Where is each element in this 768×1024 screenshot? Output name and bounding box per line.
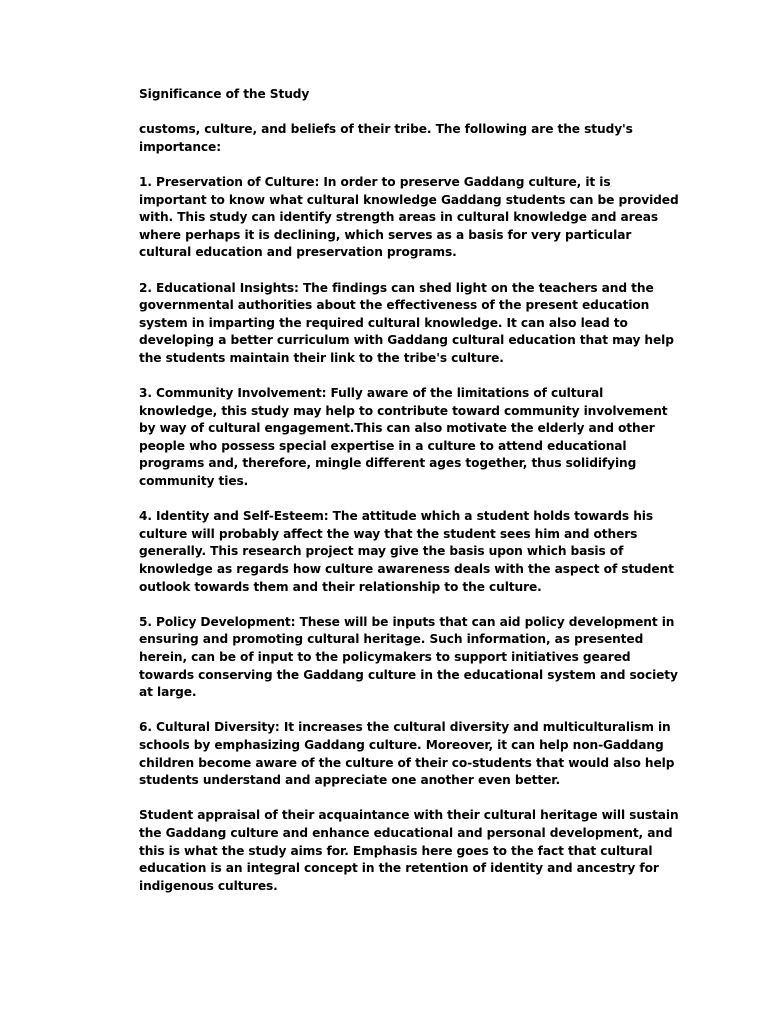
item-policy-development: 5. Policy Development: These will be inputs that can aid policy development in ensuring and promoting cultural heritage. Such information, as presented herein, can be of input to the policymakers to support initiatives geared towards conserving the Gaddang culture in the educational system and society at large.	[139, 614, 678, 700]
item-preservation-of-culture: 1. Preservation of Culture: In order to preserve Gaddang culture, it is important to know what cultural knowledge Gaddang students can be provided with. This study can identify strength areas in cultural knowledge and areas where perhaps it is declining, which serves as a basis for very particular cultural education and preservation programs.	[139, 174, 679, 260]
section-title: Significance of the Study	[139, 87, 310, 101]
conclusion-paragraph: Student appraisal of their acquaintance with their cultural heritage will sustain the Gaddang culture and enhance educational and personal development, and this is what the study aims for. Emphasis here goes to the fact that cultural education is an integral concept in the retention of identity and ancestry for indigenous cultures.	[139, 808, 679, 893]
item-cultural-diversity: 6. Cultural Diversity: It increases the cultural diversity and multiculturalism in schools by emphasizing Gaddang culture. Moreover, it can help non-Gaddang children become aware of the culture of their co-students that would also help students understand and appreciate one another even better.	[139, 720, 675, 788]
item-identity-and-self-esteem: 4. Identity and Self-Esteem: The attitude which a student holds towards his culture will probably affect the way that the student sees him and others generally. This research project may give the basis upon which basis of knowledge as regards how culture awareness deals with the aspect of student outlook towards them and their relationship to the culture.	[139, 509, 674, 594]
intro-paragraph: customs, culture, and beliefs of their tribe. The following are the study's importance:	[139, 122, 633, 154]
document-body	[139, 86, 679, 913]
item-educational-insights: 2. Educational Insights: The findings can shed light on the teachers and the governmental authorities about the effectiveness of the present education system in imparting the required cultural knowledge. It can also lead to developing a better curriculum with Gaddang cultural education that may help the students maintain their link to the tribe's culture.	[139, 280, 674, 365]
item-community-involvement: 3. Community Involvement: Fully aware of the limitations of cultural knowledge, this study may help to contribute toward community involvement by way of cultural engagement.This can also motivate the elderly and other people who possess special expertise in a culture to attend educational programs and, therefore, mingle different ages together, thus solidifying community ties.	[139, 386, 668, 489]
